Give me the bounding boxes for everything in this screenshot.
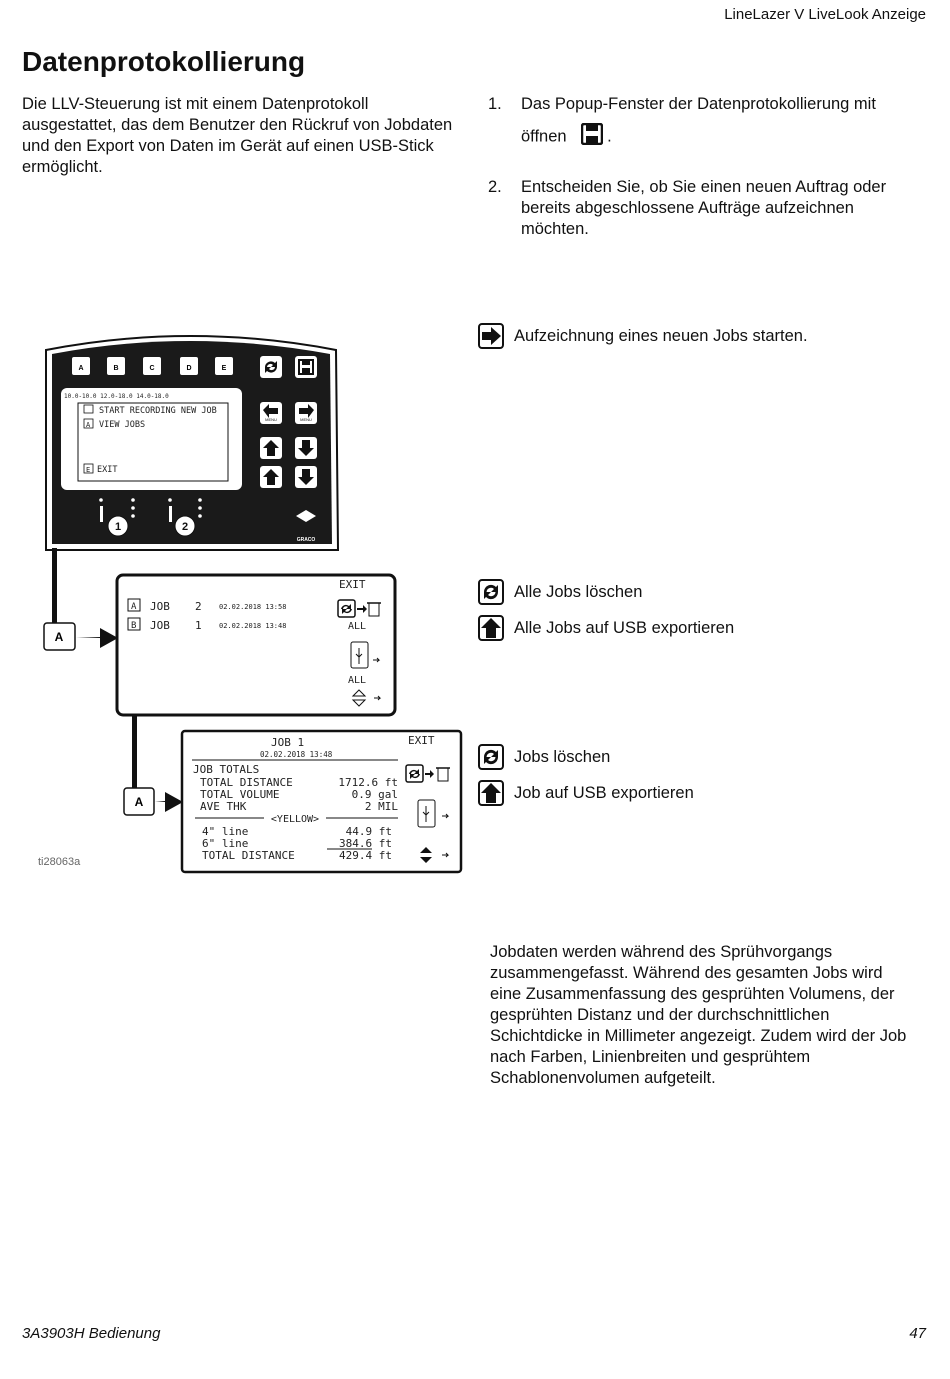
step-number: 1.	[488, 95, 502, 113]
key-label: E	[221, 365, 227, 372]
menu-view-jobs[interactable]: VIEW JOBS	[99, 420, 146, 430]
step-text: Entscheiden Sie, ob Sie einen neuen Auftrag oder bereits abgeschlossene Aufträge aufzeichnen möchten.	[521, 178, 887, 238]
legend-delete-all	[478, 579, 642, 605]
callout-label: 2	[181, 521, 189, 533]
legend-export-all	[478, 615, 734, 641]
job-label[interactable]: JOB	[150, 619, 170, 632]
step-2	[488, 177, 918, 240]
screen-ruler: 10.0-10.0 12.0-18.0 14.0-18.0	[64, 393, 169, 400]
job-date: 02.02.2018 13:58	[219, 603, 287, 611]
save-icon	[581, 123, 603, 151]
totals-title: JOB TOTALS	[193, 763, 260, 776]
section-title: Datenprotokollierung	[22, 46, 306, 77]
key-label: B	[113, 365, 119, 372]
all-label: ALL	[348, 675, 367, 686]
arrow-up-icon	[478, 780, 504, 806]
menu-exit[interactable]: EXIT	[97, 465, 118, 475]
total-value: 2 MIL	[364, 800, 398, 813]
callout-label: A	[54, 630, 64, 644]
job-key: A	[131, 602, 137, 612]
running-header: LineLazer V LiveLook Anzeige	[724, 6, 926, 23]
arrow-right-icon	[478, 323, 504, 349]
job-title: JOB 1	[271, 736, 305, 749]
callout-label: 1	[114, 521, 122, 533]
line-label: TOTAL DISTANCE	[202, 849, 295, 862]
legend-export-job	[478, 780, 694, 806]
line-label: 4" line	[202, 825, 249, 838]
key-label: D	[186, 365, 192, 372]
menu-key-label: MENU	[265, 417, 277, 422]
legend-text: Job auf USB exportieren	[514, 783, 694, 802]
exit-label[interactable]: EXIT	[339, 578, 366, 591]
line-value: 429.4 ft	[339, 849, 392, 862]
menu-start-recording[interactable]: START RECORDING NEW JOB	[99, 406, 217, 416]
exit-label[interactable]: EXIT	[408, 734, 435, 747]
reset-icon	[478, 744, 504, 770]
step-text: Das Popup-Fenster der Datenprotokollierung mit	[521, 95, 876, 113]
line-value: 44.9 ft	[345, 825, 392, 838]
step-list	[488, 94, 918, 258]
line-label: 6" line	[202, 837, 249, 850]
legend-text: Jobs löschen	[514, 747, 611, 766]
total-label: TOTAL VOLUME	[200, 788, 280, 801]
summary-paragraph: Jobdaten werden während des Sprühvorgangs zusammengefasst. Während des gesamten Jobs wird eine Zusammenfassung des gesprühten Volumens, der gesprühten Distanz und der durchschnittlichen Schichtdicke in Millimeter angezeigt. Zudem wird der Job nach Farben, Linienbreiten und gesprühtem Schablonenvolumen aufgeteilt.	[490, 943, 907, 1087]
arrow-up-icon	[478, 615, 504, 641]
legend-text: Alle Jobs löschen	[514, 582, 643, 601]
controller-figure	[0, 320, 470, 880]
footer-document: 3A3903H Bedienung	[22, 1325, 161, 1342]
legend-text: Aufzeichnung eines neuen Jobs starten.	[514, 326, 808, 345]
total-value: 0.9 gal	[351, 788, 398, 801]
svg-text:A: A	[86, 421, 91, 429]
key-label: A	[78, 365, 84, 372]
figure-reference: ti28063a	[38, 856, 81, 868]
job-key: B	[131, 621, 137, 631]
job-number: 2	[195, 600, 202, 613]
step-number: 2.	[488, 178, 502, 196]
legend-start-new	[478, 323, 808, 349]
legend-delete-jobs	[478, 744, 610, 770]
menu-key-label: MENU	[300, 417, 312, 422]
step-text: öffnen	[521, 127, 567, 146]
job-number: 1	[195, 619, 202, 632]
step-1	[488, 94, 918, 151]
total-label: AVE THK	[200, 800, 247, 813]
svg-text:E: E	[86, 466, 91, 474]
color-label: <YELLOW>	[270, 814, 320, 825]
jobs-list-screen	[117, 575, 395, 715]
page-number: 47	[909, 1325, 926, 1342]
step-text: .	[607, 127, 612, 146]
callout-label: A	[134, 795, 144, 809]
total-label: TOTAL DISTANCE	[200, 776, 293, 789]
total-value: 1712.6 ft	[338, 776, 398, 789]
brand-label: GRACO	[296, 537, 316, 543]
intro-paragraph: Die LLV-Steuerung ist mit einem Datenprotokoll ausgestattet, das dem Benutzer den Rückruf von Jobdaten und den Export von Daten im Gerät auf einen USB-Stick ermöglicht.	[22, 95, 453, 176]
job-label[interactable]: JOB	[150, 600, 170, 613]
all-label: ALL	[348, 621, 367, 632]
line-value: 384.6 ft	[339, 837, 392, 850]
job-date: 02.02.2018 13:48	[260, 750, 333, 759]
key-label: C	[149, 365, 155, 372]
job-date: 02.02.2018 13:48	[219, 622, 287, 630]
reset-icon	[478, 579, 504, 605]
legend-text: Alle Jobs auf USB exportieren	[514, 618, 735, 637]
